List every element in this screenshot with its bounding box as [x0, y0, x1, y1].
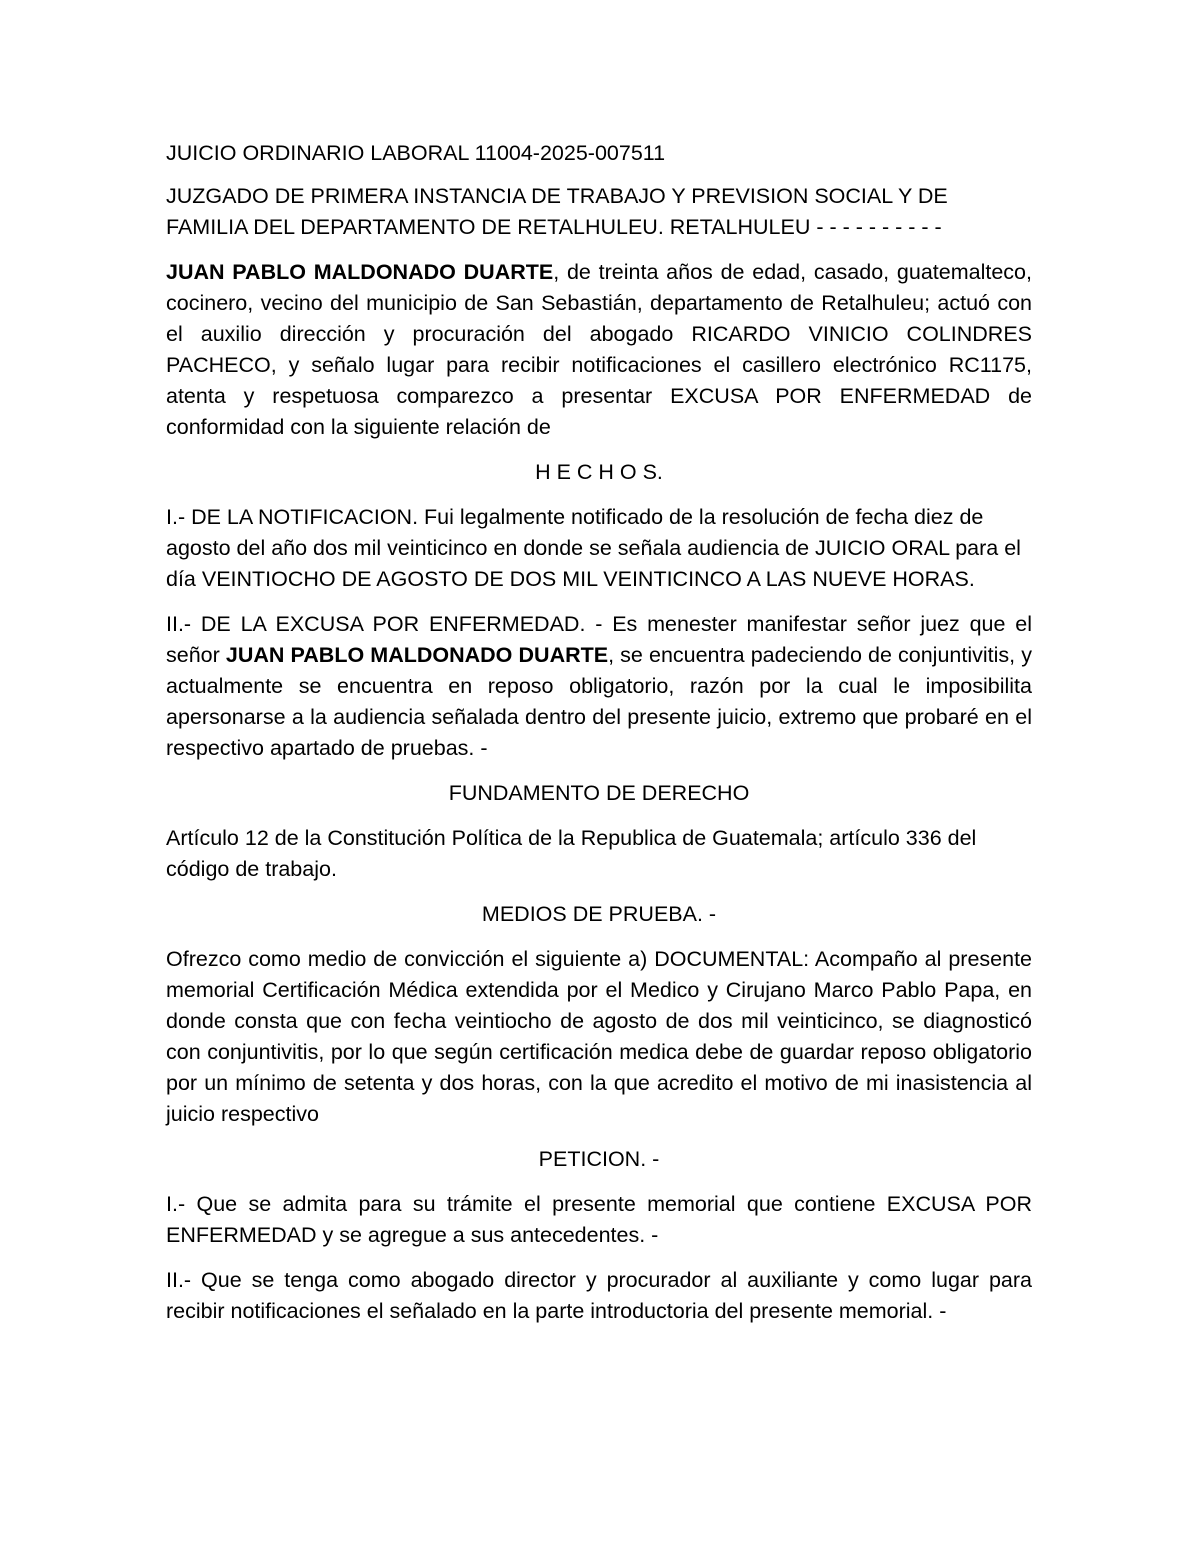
- peticion-heading: PETICION. -: [538, 1147, 660, 1171]
- intro-paragraph: [166, 257, 1032, 443]
- case-number-line: JUICIO ORDINARIO LABORAL 11004-2025-007511: [166, 141, 666, 165]
- hechos-item-2-post: , se encuentra padeciendo de conjuntivitis, y actualmente se encuentra en reposo obligatorio, razón por la cual le imposibilita apersonarse a la audiencia señalada dentro del presente juicio, extremo que probaré en el respectivo apartado de pruebas. -: [166, 643, 1032, 760]
- intro-text: , de treinta años de edad, casado, guatemalteco, cocinero, vecino del municipio de San Sebastián, departamento de Retalhuleu; actuó con el auxilio dirección y procuración del abogado RICARDO VINICIO COLINDRES PACHECO, y señalo lugar para recibir notificaciones el casillero electrónico RC1175, atenta y respetuosa comparezco a presentar EXCUSA POR ENFERMEDAD de conformidad con la siguiente relación de: [166, 260, 1032, 439]
- fundamento-text: Artículo 12 de la Constitución Política de la Republica de Guatemala; artículo 336 del código de trabajo.: [166, 826, 977, 881]
- hechos-item-1: I.- DE LA NOTIFICACION. Fui legalmente notificado de la resolución de fecha diez de agosto del año dos mil veinticinco en donde se señala audiencia de JUICIO ORAL para el día VEINTIOCHO DE AGOSTO DE DOS MIL VEINTICINCO A LAS NUEVE HORAS.: [166, 505, 1021, 591]
- hechos-item-2: [166, 609, 1032, 764]
- peticion-item-1: I.- Que se admita para su trámite el presente memorial que contiene EXCUSA POR ENFERMEDAD y se agregue a sus antecedentes. -: [166, 1192, 1032, 1247]
- hechos-heading: H E C H O S.: [535, 460, 663, 484]
- hechos-item-2-pre: II.- DE LA EXCUSA POR ENFERMEDAD. - Es menester manifestar señor juez que el señor: [166, 612, 1032, 667]
- hechos-item-2-name: JUAN PABLO MALDONADO DUARTE: [225, 643, 609, 667]
- fundamento-heading: FUNDAMENTO DE DERECHO: [448, 781, 750, 805]
- medios-text: Ofrezco como medio de convicción el siguiente a) DOCUMENTAL: Acompaño al presente memorial Certificación Médica extendida por el Medico y Cirujano Marco Pablo Papa, en donde consta que con fecha veintiocho de agosto de dos mil veinticinco, se diagnosticó con conjuntivitis, por lo que según certificación medica debe de guardar reposo obligatorio por un mínimo de setenta y dos horas, con la que acredito el motivo de mi inasistencia al juicio respectivo: [166, 947, 1032, 1126]
- medios-heading: MEDIOS DE PRUEBA. -: [481, 902, 717, 926]
- peticion-item-2: II.- Que se tenga como abogado director y procurador al auxiliante y como lugar para recibir notificaciones el señalado en la parte introductoria del presente memorial. -: [166, 1268, 1032, 1323]
- court-name-paragraph: JUZGADO DE PRIMERA INSTANCIA DE TRABAJO Y PREVISION SOCIAL Y DE FAMILIA DEL DEPARTAMENTO DE RETALHULEU. RETALHULEU - - - - - - - - - -: [166, 184, 948, 239]
- document-page: [166, 138, 1032, 1341]
- petitioner-name: JUAN PABLO MALDONADO DUARTE: [166, 260, 554, 284]
